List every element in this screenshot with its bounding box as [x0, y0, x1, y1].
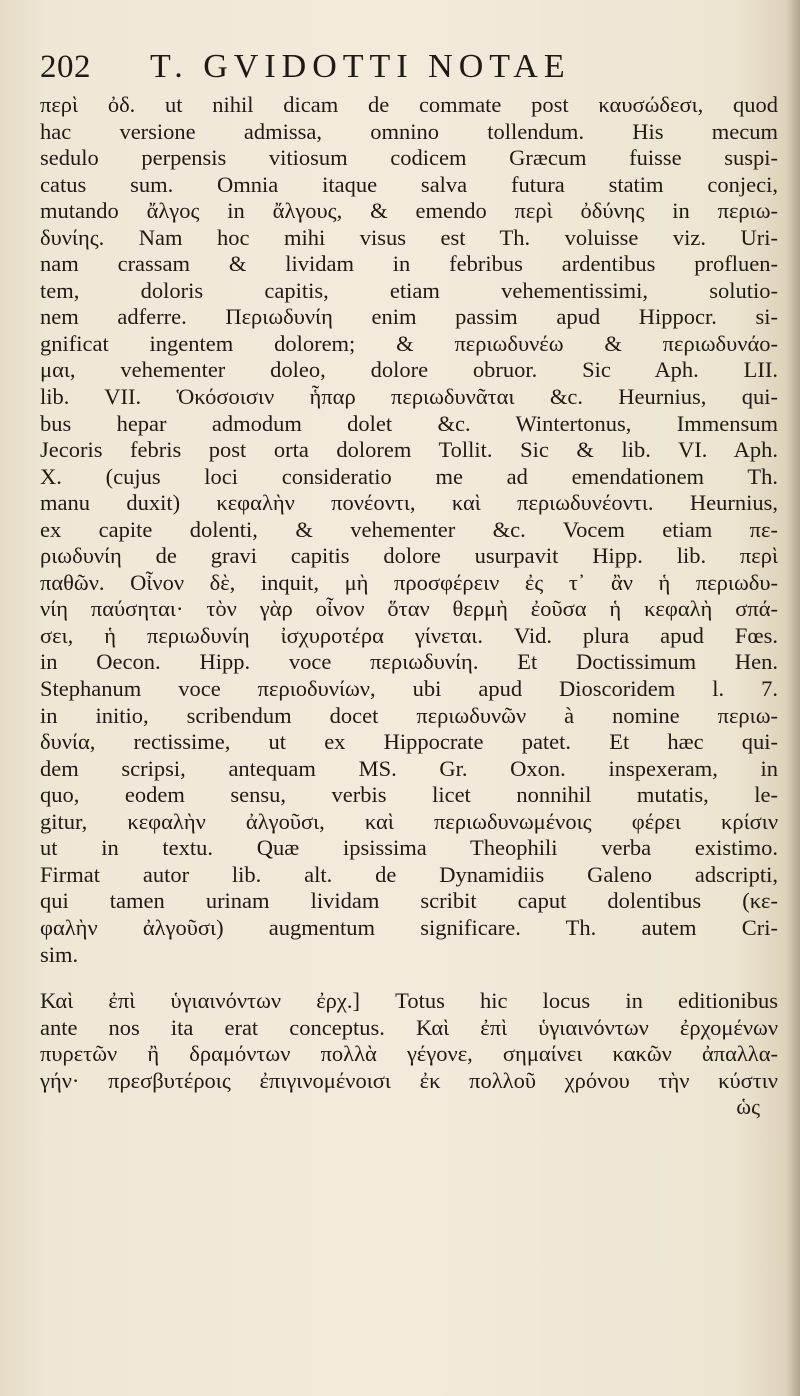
text-line: gitur, κεφαλὴν ἀλγοῦσι, καὶ περιωδυνωμένοις φέρει κρίσιν: [40, 808, 778, 834]
running-title: T. GVIDOTTI NOTAE: [150, 48, 571, 85]
text-line: ante nos ita erat conceptus. Καὶ ἐπὶ ὑγιαινόντων ἐρχομένων: [40, 1014, 778, 1040]
text-line: Καὶ ἐπὶ ὑγιαινόντων ἐρχ.] Totus hic locus in editionibus: [40, 988, 778, 1014]
page-edge-shadow: [786, 0, 800, 1396]
text-line: dem scripsi, antequam MS. Gr. Oxon. inspexeram, in: [40, 755, 778, 781]
text-line: nem adferre. Περιωδυνίη enim passim apud Hippocr. si-: [40, 304, 778, 330]
text-line: πυρετῶν ἢ δραμόντων πολλὰ γέγονε, σημαίνει κακῶν ἀπαλλα-: [40, 1041, 778, 1067]
text-line: ex capite dolenti, & vehementer &c. Vocem etiam πε-: [40, 516, 778, 542]
text-line: νίη παύσηται· τὸν γὰρ οἶνον ὅταν θερμὴ ἐοῦσα ἡ κεφαλὴ σπά-: [40, 596, 778, 622]
paragraph-2: [40, 988, 778, 1121]
text-line: παθῶν. Οἶνον δὲ, inquit, μὴ προσφέρειν ἐς τ᾽ ἂν ἡ περιωδυ-: [40, 569, 778, 595]
text-line: ριωδυνίη de gravi capitis dolore usurpavit Hipp. lib. περὶ: [40, 543, 778, 569]
text-line: in initio, scribendum docet περιωδυνῶν à nomine περιω-: [40, 702, 778, 728]
text-line: σει, ἡ περιωδυνίη ἰσχυροτέρα γίνεται. Vid. plura apud Fœs.: [40, 622, 778, 648]
text-line: mutando ἄλγος in ἄλγους, & emendo περὶ ὀδύνης in περιω-: [40, 198, 778, 224]
text-line: hac versione admissa, omnino tollendum. His mecum: [40, 118, 778, 144]
text-line: Firmat autor lib. alt. de Dynamidiis Galeno adscripti,: [40, 861, 778, 887]
text-line: δυνίης. Nam hoc mihi visus est Th. voluisse viz. Uri-: [40, 224, 778, 250]
text-line: lib. VII. Ὁκόσοισιν ἧπαρ περιωδυνᾶται &c. Heurnius, qui-: [40, 384, 778, 410]
paragraph-1: [40, 92, 778, 968]
text-line: bus hepar admodum dolet &c. Wintertonus, Immensum: [40, 410, 778, 436]
text-line: catus sum. Omnia itaque salva futura statim conjeci,: [40, 171, 778, 197]
text-line: μαι, vehementer doleo, dolore obruor. Sic Aph. LII.: [40, 357, 778, 383]
text-block: [40, 92, 778, 1121]
text-line: gnificat ingentem dolorem; & περιωδυνέω & περιωδυνάο-: [40, 330, 778, 356]
text-line: Stephanum voce περιοδυνίων, ubi apud Dioscoridem l. 7.: [40, 676, 778, 702]
text-line: φαλὴν ἀλγοῦσι) augmentum significare. Th. autem Cri-: [40, 914, 778, 940]
page-number: 202: [40, 49, 91, 85]
text-line: δυνία, rectissime, ut ex Hippocrate patet. Et hæc qui-: [40, 729, 778, 755]
text-line: Jecoris febris post orta dolorem Tollit. Sic & lib. VI. Aph.: [40, 437, 778, 463]
text-line: quo, eodem sensu, verbis licet nonnihil mutatis, le-: [40, 782, 778, 808]
text-line: sim.: [40, 941, 79, 967]
text-line: qui tamen urinam lividam scribit caput dolentibus (κε-: [40, 888, 778, 914]
text-line: sedulo perpensis vitiosum codicem Græcum fuisse suspi-: [40, 145, 778, 171]
text-line: γήν· πρεσβυτέροις ἐπιγινομένοισι ἐκ πολλοῦ χρόνου τὴν κύστιν: [40, 1067, 778, 1093]
text-line: X. (cujus loci consideratio me ad emendationem Th.: [40, 463, 778, 489]
text-line: περὶ ὀδ. ut nihil dicam de commate post καυσώδεσι, quod: [40, 92, 778, 117]
text-line: ut in textu. Quæ ipsissima Theophili verba existimo.: [40, 835, 778, 861]
paragraph-gap: [40, 968, 778, 988]
catchword: ὡς: [736, 1094, 760, 1120]
text-line: tem, doloris capitis, etiam vehementissimi, solutio-: [40, 277, 778, 303]
text-line: nam crassam & lividam in febribus ardentibus profluen-: [40, 251, 778, 277]
running-head: [40, 48, 780, 94]
text-line: manu duxit) κεφαλὴν πονέοντι, καὶ περιωδυνέοντι. Heurnius,: [40, 490, 778, 516]
text-line: in Oecon. Hipp. voce περιωδυνίη. Et Doctissimum Hen.: [40, 649, 778, 675]
